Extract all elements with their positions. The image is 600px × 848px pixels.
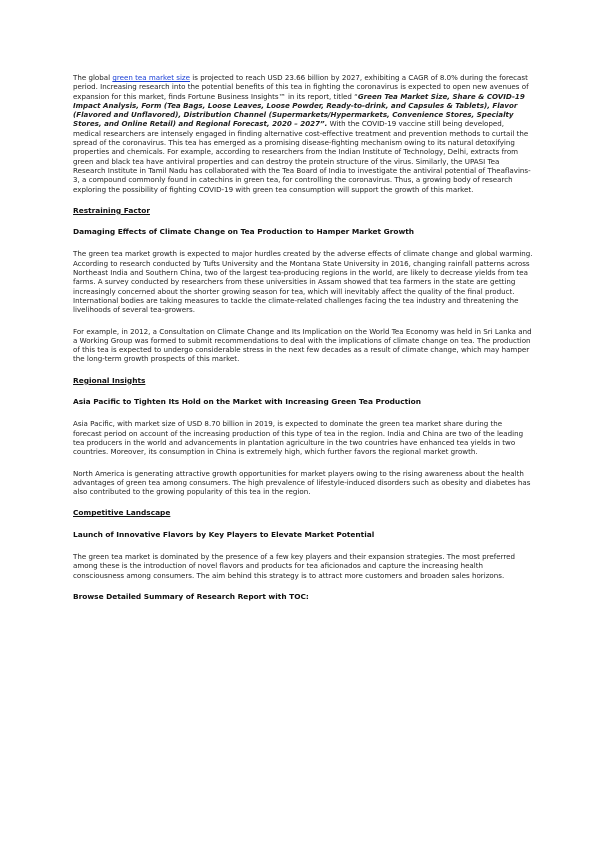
competitive-subheading: Launch of Innovative Flavors by Key Players to Elevate Market Potential	[73, 529, 375, 539]
intro-paragraph	[73, 73, 533, 194]
restraining-subheading: Damaging Effects of Climate Change on Tea Production to Hamper Market Growth	[73, 227, 415, 237]
regional-subheading: Asia Pacific to Tighten Its Hold on the Market with Increasing Green Tea Production	[73, 397, 421, 407]
regional-paragraph-1: Asia Pacific, with market size of USD 8.70 billion in 2019, is expected to dominate the green tea market share during the forecast period on account of the increasing production of this type of tea in the region. India and China are two of the leading tea producers in the world and advancements in plantation agriculture in the two countries have enhanced tea yields in two countries. Moreover, its consumption in China is extremely high, which further favors the regional market growth.	[73, 419, 524, 457]
regional-paragraph-2: North America is generating attractive growth opportunities for market players owing to the rising awareness about the health advantages of green tea among consumers. The high prevalence of lifestyle-induced disorders such as obesity and diabetes has also contributed to the growing popularity of this tea in the region.	[73, 468, 531, 497]
green-tea-market-size-link[interactable]: green tea market size	[112, 73, 191, 82]
report-title: Green Tea Market Size, Share & COVID-19 Impact Analysis, Form (Tea Bags, Loose Leaves, Loose Powder, Ready-to-drink, and Capsules & Tablets), Flavor (Flavored and Unflavored), Distribution Channel (Supermarkets/Hypermarkets, Convenience Stores, Specialty Stores, and Online Retail) and Regional Forecast, 2020 – 2027”.	[73, 91, 525, 129]
document-page	[73, 73, 533, 614]
intro-text-rest: With the COVID-19 vaccine still being developed, medical researchers are intensely engaged in finding alternative cost-effective treatment and prevention methods to curtail the spread of the coronavirus. This tea has emerged as a promising disease-fighting mechanism owing to its natural detoxifying properties and chemicals. For example, according to researchers from the Indian Institute of Technology, Delhi, extracts from green and black tea have antiviral properties and can destroy the protein structure of the virus. Similarly, the UPASI Tea Research Institute in Tamil Nadu has collaborated with the Tea Board of India to investigate the antiviral potential of Theaflavins-3, a compound commonly found in catechins in green tea, for controlling the coronavirus. Thus, a growing body of research exploring the possibility of fighting COVID-19 with green tea consumption will support the growth of this market.	[73, 119, 531, 194]
regional-insights-heading: Regional Insights	[73, 375, 146, 385]
restraining-paragraph-1: The green tea market growth is expected to major hurdles created by the adverse effects of climate change and global warming. According to research conducted by Tufts University and the Montana State University in 2016, changing rainfall patterns across Northeast India and Southern China, two of the largest tea-producing regions in the world, are likely to decrease yields from tea farms. A survey conducted by researchers from these universities in Assam showed that tea farmers in the state are getting increasingly concerned about the shorter growing season for tea, which will inevitably affect the quality of the final product. International bodies are taking measures to tackle the climate-related challenges facing the tea industry and threatening the livelihoods of several tea-growers.	[73, 249, 533, 315]
competitive-landscape-heading: Competitive Landscape	[73, 508, 171, 518]
intro-text-middle: is projected to reach USD 23.66 billion by 2027, exhibiting a CAGR of 8.0% during the forecast period. Increasing research into the potential benefits of this tea in fighting the coronavirus is expected to open new avenues of expansion for this market, finds Fortune Business Insights™ in its report, titled “	[73, 73, 529, 101]
competitive-paragraph-1: The green tea market is dominated by the presence of a few key players and their expansion strategies. The most preferred among these is the introduction of novel flavors and products for tea aficionados and capture the increasing health consciousness among consumers. The aim behind this strategy is to attract more customers and broaden sales horizons.	[73, 551, 516, 580]
intro-text-start: The global	[73, 73, 113, 82]
restraining-factor-heading: Restraining Factor	[73, 205, 150, 215]
restraining-paragraph-2: For example, in 2012, a Consultation on Climate Change and Its Implication on the World Tea Economy was held in Sri Lanka and a Working Group was formed to submit recommendations to deal with the implications of climate change on tea. The production of this tea is expected to undergo considerable stress in the next few decades as a result of climate change, which may hamper the long-term growth prospects of this market.	[73, 326, 532, 364]
browse-summary-heading: Browse Detailed Summary of Research Report with TOC:	[73, 591, 309, 601]
